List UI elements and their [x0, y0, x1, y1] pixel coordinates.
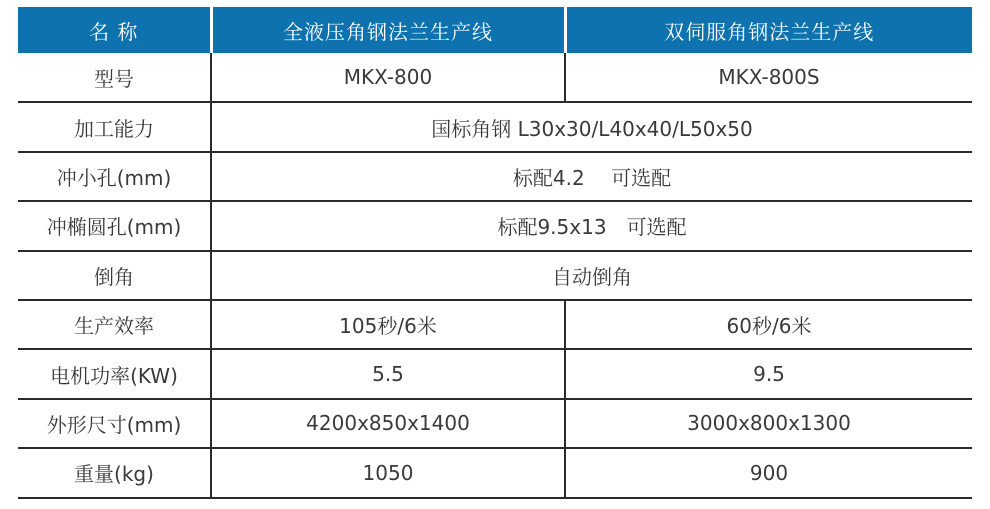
row-label: 生产效率 [18, 300, 211, 349]
row-value-1: 105秒/6米 [211, 300, 565, 349]
header-cell-product-1: 全液压角钢法兰生产线 [211, 7, 565, 53]
table-row [18, 349, 972, 398]
row-label: 外形尺寸(mm) [18, 399, 211, 448]
table-row [18, 152, 972, 201]
row-value-merged: 标配9.5x13 可选配 [211, 201, 972, 250]
table-row [18, 201, 972, 250]
row-value-2: MKX-800S [565, 53, 972, 102]
row-label: 型号 [18, 53, 211, 102]
spec-table [18, 7, 972, 499]
row-value-2: 9.5 [565, 349, 972, 398]
table-header-row [18, 7, 972, 53]
row-value-1: 5.5 [211, 349, 565, 398]
row-value-merged: 标配4.2 可选配 [211, 152, 972, 201]
row-value-merged: 自动倒角 [211, 251, 972, 300]
row-value-merged: 国标角钢 L30x30/L40x40/L50x50 [211, 102, 972, 151]
row-value-2: 3000x800x1300 [565, 399, 972, 448]
spec-table-container [18, 7, 972, 499]
header-cell-product-2: 双伺服角钢法兰生产线 [565, 7, 972, 53]
row-value-2: 900 [565, 448, 972, 497]
table-row [18, 448, 972, 497]
row-value-1: 4200x850x1400 [211, 399, 565, 448]
row-label: 冲小孔(mm) [18, 152, 211, 201]
table-row [18, 399, 972, 448]
header-cell-name: 名 称 [18, 7, 211, 53]
row-label: 倒角 [18, 251, 211, 300]
table-row [18, 102, 972, 151]
row-label: 重量(kg) [18, 448, 211, 497]
row-label: 加工能力 [18, 102, 211, 151]
row-label: 冲椭圆孔(mm) [18, 201, 211, 250]
row-value-1: 1050 [211, 448, 565, 497]
table-row [18, 300, 972, 349]
row-label: 电机功率(KW) [18, 349, 211, 398]
row-value-2: 60秒/6米 [565, 300, 972, 349]
row-value-1: MKX-800 [211, 53, 565, 102]
table-row [18, 53, 972, 102]
table-row [18, 251, 972, 300]
